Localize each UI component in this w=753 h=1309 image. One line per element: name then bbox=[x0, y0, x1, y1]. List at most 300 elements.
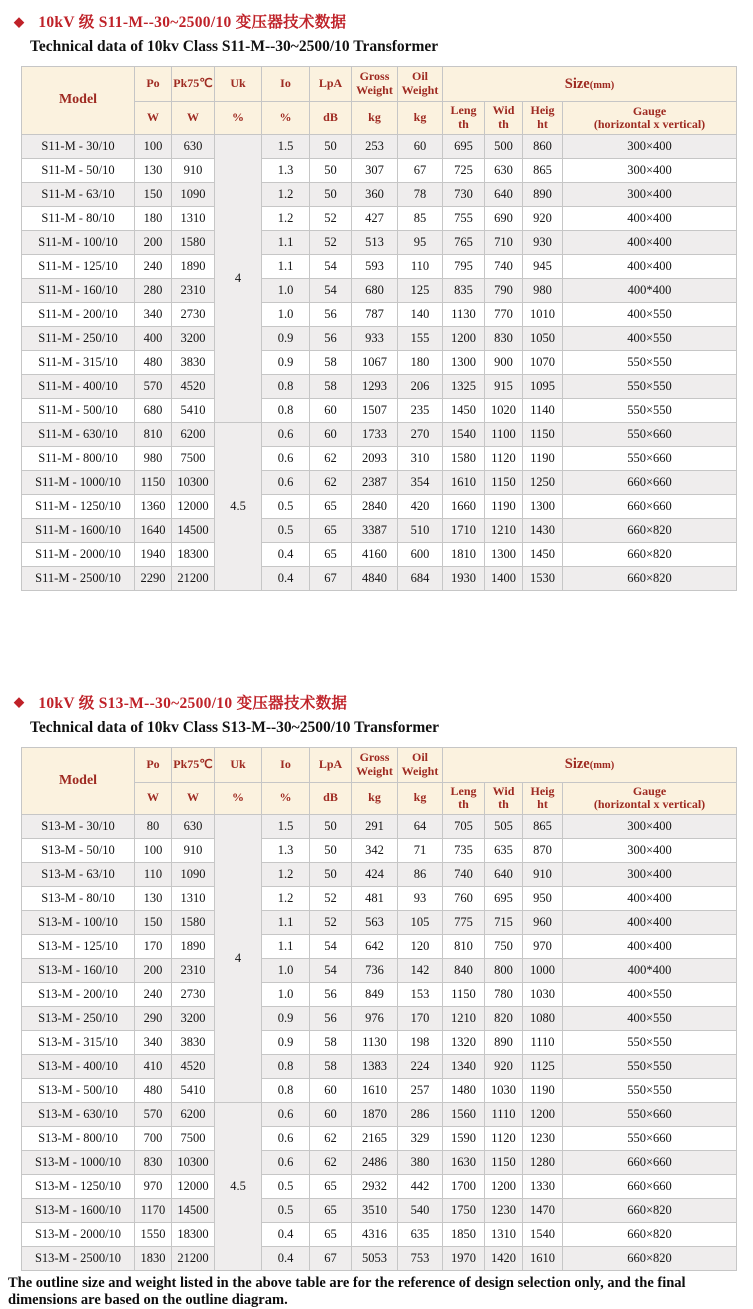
value-cell: 480 bbox=[135, 350, 172, 374]
value-cell: 300×400 bbox=[563, 158, 737, 182]
section2-subtitle-en: Technical data of 10kv Class S13-M--30~2500/10 Transformer bbox=[30, 718, 440, 736]
value-cell: 1190 bbox=[485, 494, 523, 518]
header-gross-weight: Gross Weight bbox=[352, 747, 398, 782]
value-cell: 1150 bbox=[135, 470, 172, 494]
value-cell: 340 bbox=[135, 302, 172, 326]
value-cell: 354 bbox=[398, 470, 443, 494]
model-cell: S13-M - 63/10 bbox=[22, 863, 135, 887]
value-cell: 1130 bbox=[352, 1031, 398, 1055]
value-cell: 635 bbox=[485, 839, 523, 863]
table-row bbox=[22, 815, 737, 839]
value-cell: 180 bbox=[398, 350, 443, 374]
header-unit-w2: W bbox=[172, 782, 215, 815]
model-cell: S11-M - 63/10 bbox=[22, 182, 135, 206]
value-cell: 1310 bbox=[485, 1223, 523, 1247]
value-cell: 400×550 bbox=[563, 302, 737, 326]
value-cell: 50 bbox=[310, 815, 352, 839]
value-cell: 60 bbox=[310, 398, 352, 422]
value-cell: 442 bbox=[398, 1175, 443, 1199]
model-cell: S11-M - 30/10 bbox=[22, 134, 135, 158]
model-cell: S13-M - 1600/10 bbox=[22, 1199, 135, 1223]
header-unit-w2: W bbox=[172, 102, 215, 135]
table-row bbox=[22, 158, 737, 182]
value-cell: 1750 bbox=[443, 1199, 485, 1223]
value-cell: 50 bbox=[310, 134, 352, 158]
value-cell: 235 bbox=[398, 398, 443, 422]
value-cell: 1110 bbox=[485, 1103, 523, 1127]
value-cell: 1230 bbox=[523, 1127, 563, 1151]
header-io: Io bbox=[262, 67, 310, 102]
value-cell: 1383 bbox=[352, 1055, 398, 1079]
table-row bbox=[22, 1127, 737, 1151]
table-row bbox=[22, 1175, 737, 1199]
value-cell: 550×550 bbox=[563, 1055, 737, 1079]
value-cell: 65 bbox=[310, 518, 352, 542]
value-cell: 1320 bbox=[443, 1031, 485, 1055]
value-cell: 307 bbox=[352, 158, 398, 182]
value-cell: 93 bbox=[398, 887, 443, 911]
header-unit-pct1: % bbox=[215, 782, 262, 815]
value-cell: 1700 bbox=[443, 1175, 485, 1199]
table-row bbox=[22, 398, 737, 422]
header-gauge: Gauge (horizontal x vertical) bbox=[563, 782, 737, 815]
value-cell: 820 bbox=[485, 1007, 523, 1031]
model-cell: S13-M - 80/10 bbox=[22, 887, 135, 911]
value-cell: 3387 bbox=[352, 518, 398, 542]
value-cell: 100 bbox=[135, 839, 172, 863]
header-model: Model bbox=[22, 67, 135, 135]
value-cell: 1710 bbox=[443, 518, 485, 542]
model-cell: S13-M - 125/10 bbox=[22, 935, 135, 959]
value-cell: 253 bbox=[352, 134, 398, 158]
value-cell: 1550 bbox=[135, 1223, 172, 1247]
value-cell: 0.6 bbox=[262, 1103, 310, 1127]
value-cell: 21200 bbox=[172, 566, 215, 590]
value-cell: 50 bbox=[310, 839, 352, 863]
value-cell: 563 bbox=[352, 911, 398, 935]
value-cell: 1070 bbox=[523, 350, 563, 374]
value-cell: 660×820 bbox=[563, 1223, 737, 1247]
value-cell: 7500 bbox=[172, 1127, 215, 1151]
value-cell: 0.6 bbox=[262, 422, 310, 446]
value-cell: 1130 bbox=[443, 302, 485, 326]
value-cell: 18300 bbox=[172, 1223, 215, 1247]
value-cell: 65 bbox=[310, 1175, 352, 1199]
table-row bbox=[22, 1223, 737, 1247]
table-row bbox=[22, 350, 737, 374]
value-cell: 787 bbox=[352, 302, 398, 326]
value-cell: 1010 bbox=[523, 302, 563, 326]
value-cell: 2093 bbox=[352, 446, 398, 470]
diamond-bullet-icon: ◆ bbox=[14, 694, 25, 710]
value-cell: 1325 bbox=[443, 374, 485, 398]
value-cell: 1210 bbox=[485, 518, 523, 542]
header-pk75: Pk75℃ bbox=[172, 747, 215, 782]
table-row bbox=[22, 1199, 737, 1223]
model-cell: S11-M - 80/10 bbox=[22, 206, 135, 230]
value-cell: 1450 bbox=[523, 542, 563, 566]
value-cell: 1120 bbox=[485, 1127, 523, 1151]
value-cell: 960 bbox=[523, 911, 563, 935]
value-cell: 640 bbox=[485, 182, 523, 206]
value-cell: 660×820 bbox=[563, 1247, 737, 1271]
value-cell: 550×660 bbox=[563, 1103, 737, 1127]
value-cell: 1.5 bbox=[262, 134, 310, 158]
section2-title-cn: 10kV 级 S13-M--30~2500/10 变压器技术数据 bbox=[38, 694, 348, 712]
value-cell: 65 bbox=[310, 494, 352, 518]
value-cell: 870 bbox=[523, 839, 563, 863]
value-cell: 71 bbox=[398, 839, 443, 863]
value-cell: 340 bbox=[135, 1031, 172, 1055]
model-cell: S13-M - 30/10 bbox=[22, 815, 135, 839]
value-cell: 0.6 bbox=[262, 446, 310, 470]
value-cell: 5410 bbox=[172, 398, 215, 422]
value-cell: 5410 bbox=[172, 1079, 215, 1103]
value-cell: 150 bbox=[135, 182, 172, 206]
value-cell: 0.5 bbox=[262, 494, 310, 518]
value-cell: 3830 bbox=[172, 350, 215, 374]
value-cell: 660×660 bbox=[563, 470, 737, 494]
table-row bbox=[22, 182, 737, 206]
header-width: Wid th bbox=[485, 782, 523, 815]
value-cell: 660×660 bbox=[563, 1175, 737, 1199]
value-cell: 2310 bbox=[172, 278, 215, 302]
value-cell: 0.5 bbox=[262, 1199, 310, 1223]
value-cell: 0.9 bbox=[262, 350, 310, 374]
value-cell: 910 bbox=[523, 863, 563, 887]
value-cell: 10300 bbox=[172, 1151, 215, 1175]
value-cell: 60 bbox=[310, 1079, 352, 1103]
value-cell: 900 bbox=[485, 350, 523, 374]
value-cell: 420 bbox=[398, 494, 443, 518]
model-cell: S13-M - 160/10 bbox=[22, 959, 135, 983]
value-cell: 67 bbox=[310, 566, 352, 590]
table-row bbox=[22, 494, 737, 518]
s11-table-header bbox=[22, 67, 737, 135]
value-cell: 58 bbox=[310, 350, 352, 374]
value-cell: 1150 bbox=[443, 983, 485, 1007]
value-cell: 1590 bbox=[443, 1127, 485, 1151]
value-cell: 4520 bbox=[172, 374, 215, 398]
value-cell: 750 bbox=[485, 935, 523, 959]
value-cell: 550×550 bbox=[563, 398, 737, 422]
value-cell: 224 bbox=[398, 1055, 443, 1079]
value-cell: 286 bbox=[398, 1103, 443, 1127]
value-cell: 12000 bbox=[172, 494, 215, 518]
value-cell: 67 bbox=[398, 158, 443, 182]
value-cell: 1140 bbox=[523, 398, 563, 422]
value-cell: 1190 bbox=[523, 1079, 563, 1103]
value-cell: 1733 bbox=[352, 422, 398, 446]
value-cell: 0.6 bbox=[262, 470, 310, 494]
value-cell: 2932 bbox=[352, 1175, 398, 1199]
value-cell: 630 bbox=[172, 815, 215, 839]
uk-merged-cell: 4 bbox=[215, 134, 262, 422]
value-cell: 980 bbox=[523, 278, 563, 302]
value-cell: 56 bbox=[310, 302, 352, 326]
model-cell: S11-M - 1600/10 bbox=[22, 518, 135, 542]
value-cell: 62 bbox=[310, 1127, 352, 1151]
value-cell: 1870 bbox=[352, 1103, 398, 1127]
value-cell: 257 bbox=[398, 1079, 443, 1103]
value-cell: 86 bbox=[398, 863, 443, 887]
value-cell: 80 bbox=[135, 815, 172, 839]
value-cell: 3200 bbox=[172, 1007, 215, 1031]
value-cell: 0.9 bbox=[262, 326, 310, 350]
value-cell: 1610 bbox=[443, 470, 485, 494]
header-gauge: Gauge (horizontal x vertical) bbox=[563, 102, 737, 135]
header-size-mm: Size(mm) bbox=[443, 747, 737, 782]
value-cell: 206 bbox=[398, 374, 443, 398]
section2-title bbox=[14, 691, 753, 713]
value-cell: 1610 bbox=[523, 1247, 563, 1271]
header-po: Po bbox=[135, 67, 172, 102]
value-cell: 240 bbox=[135, 983, 172, 1007]
value-cell: 170 bbox=[135, 935, 172, 959]
value-cell: 1030 bbox=[523, 983, 563, 1007]
value-cell: 400×550 bbox=[563, 983, 737, 1007]
value-cell: 1470 bbox=[523, 1199, 563, 1223]
value-cell: 67 bbox=[310, 1247, 352, 1271]
value-cell: 933 bbox=[352, 326, 398, 350]
value-cell: 765 bbox=[443, 230, 485, 254]
value-cell: 660×820 bbox=[563, 518, 737, 542]
value-cell: 642 bbox=[352, 935, 398, 959]
header-length: Leng th bbox=[443, 102, 485, 135]
value-cell: 125 bbox=[398, 278, 443, 302]
header-lpa: LpA bbox=[310, 747, 352, 782]
value-cell: 2840 bbox=[352, 494, 398, 518]
value-cell: 1850 bbox=[443, 1223, 485, 1247]
model-cell: S13-M - 2000/10 bbox=[22, 1223, 135, 1247]
value-cell: 970 bbox=[523, 935, 563, 959]
value-cell: 4316 bbox=[352, 1223, 398, 1247]
value-cell: 240 bbox=[135, 254, 172, 278]
value-cell: 58 bbox=[310, 374, 352, 398]
header-unit-kg1: kg bbox=[352, 102, 398, 135]
header-po: Po bbox=[135, 747, 172, 782]
value-cell: 835 bbox=[443, 278, 485, 302]
value-cell: 795 bbox=[443, 254, 485, 278]
model-cell: S11-M - 630/10 bbox=[22, 422, 135, 446]
header-pk75: Pk75℃ bbox=[172, 67, 215, 102]
value-cell: 550×550 bbox=[563, 350, 737, 374]
value-cell: 550×550 bbox=[563, 374, 737, 398]
value-cell: 5053 bbox=[352, 1247, 398, 1271]
value-cell: 56 bbox=[310, 1007, 352, 1031]
value-cell: 513 bbox=[352, 230, 398, 254]
table-row bbox=[22, 374, 737, 398]
s13-data-table bbox=[21, 747, 737, 1272]
value-cell: 550×660 bbox=[563, 422, 737, 446]
header-uk: Uk bbox=[215, 67, 262, 102]
value-cell: 775 bbox=[443, 911, 485, 935]
value-cell: 400×400 bbox=[563, 911, 737, 935]
value-cell: 270 bbox=[398, 422, 443, 446]
header-unit-kg2: kg bbox=[398, 102, 443, 135]
value-cell: 62 bbox=[310, 446, 352, 470]
header-oil-weight: Oil Weight bbox=[398, 67, 443, 102]
model-cell: S11-M - 125/10 bbox=[22, 254, 135, 278]
value-cell: 780 bbox=[485, 983, 523, 1007]
value-cell: 0.8 bbox=[262, 398, 310, 422]
value-cell: 14500 bbox=[172, 518, 215, 542]
model-cell: S11-M - 100/10 bbox=[22, 230, 135, 254]
model-cell: S11-M - 160/10 bbox=[22, 278, 135, 302]
value-cell: 770 bbox=[485, 302, 523, 326]
value-cell: 56 bbox=[310, 983, 352, 1007]
value-cell: 1.0 bbox=[262, 959, 310, 983]
value-cell: 65 bbox=[310, 542, 352, 566]
value-cell: 200 bbox=[135, 959, 172, 983]
value-cell: 1230 bbox=[485, 1199, 523, 1223]
value-cell: 810 bbox=[135, 422, 172, 446]
model-cell: S13-M - 200/10 bbox=[22, 983, 135, 1007]
model-cell: S11-M - 50/10 bbox=[22, 158, 135, 182]
value-cell: 1.3 bbox=[262, 839, 310, 863]
value-cell: 342 bbox=[352, 839, 398, 863]
value-cell: 0.4 bbox=[262, 566, 310, 590]
header-io: Io bbox=[262, 747, 310, 782]
value-cell: 60 bbox=[310, 422, 352, 446]
value-cell: 1430 bbox=[523, 518, 563, 542]
value-cell: 910 bbox=[172, 839, 215, 863]
value-cell: 1.1 bbox=[262, 911, 310, 935]
value-cell: 155 bbox=[398, 326, 443, 350]
value-cell: 1000 bbox=[523, 959, 563, 983]
value-cell: 860 bbox=[523, 134, 563, 158]
value-cell: 280 bbox=[135, 278, 172, 302]
value-cell: 1580 bbox=[172, 911, 215, 935]
model-cell: S11-M - 1250/10 bbox=[22, 494, 135, 518]
value-cell: 830 bbox=[485, 326, 523, 350]
table-row bbox=[22, 887, 737, 911]
value-cell: 300×400 bbox=[563, 839, 737, 863]
value-cell: 660×660 bbox=[563, 1151, 737, 1175]
value-cell: 180 bbox=[135, 206, 172, 230]
value-cell: 58 bbox=[310, 1031, 352, 1055]
section1-title-cn: 10kV 级 S11-M--30~2500/10 变压器技术数据 bbox=[38, 14, 347, 31]
value-cell: 1.0 bbox=[262, 278, 310, 302]
value-cell: 710 bbox=[485, 230, 523, 254]
value-cell: 170 bbox=[398, 1007, 443, 1031]
value-cell: 1580 bbox=[172, 230, 215, 254]
value-cell: 1.2 bbox=[262, 182, 310, 206]
value-cell: 54 bbox=[310, 959, 352, 983]
value-cell: 120 bbox=[398, 935, 443, 959]
value-cell: 50 bbox=[310, 863, 352, 887]
value-cell: 380 bbox=[398, 1151, 443, 1175]
value-cell: 1095 bbox=[523, 374, 563, 398]
table-row bbox=[22, 302, 737, 326]
value-cell: 1630 bbox=[443, 1151, 485, 1175]
table-row bbox=[22, 1031, 737, 1055]
value-cell: 100 bbox=[135, 134, 172, 158]
table-row bbox=[22, 278, 737, 302]
value-cell: 500 bbox=[485, 134, 523, 158]
value-cell: 400×400 bbox=[563, 887, 737, 911]
value-cell: 740 bbox=[443, 863, 485, 887]
header-model: Model bbox=[22, 747, 135, 815]
value-cell: 660×660 bbox=[563, 494, 737, 518]
value-cell: 1300 bbox=[485, 542, 523, 566]
table-row bbox=[22, 542, 737, 566]
value-cell: 705 bbox=[443, 815, 485, 839]
value-cell: 660×820 bbox=[563, 542, 737, 566]
table-row bbox=[22, 254, 737, 278]
value-cell: 1310 bbox=[172, 206, 215, 230]
header-unit-db: dB bbox=[310, 782, 352, 815]
value-cell: 2730 bbox=[172, 983, 215, 1007]
header-unit-pct2: % bbox=[262, 782, 310, 815]
value-cell: 1830 bbox=[135, 1247, 172, 1271]
value-cell: 1170 bbox=[135, 1199, 172, 1223]
model-cell: S13-M - 1250/10 bbox=[22, 1175, 135, 1199]
value-cell: 1420 bbox=[485, 1247, 523, 1271]
value-cell: 1330 bbox=[523, 1175, 563, 1199]
value-cell: 1.2 bbox=[262, 887, 310, 911]
value-cell: 300×400 bbox=[563, 863, 737, 887]
value-cell: 2165 bbox=[352, 1127, 398, 1151]
value-cell: 110 bbox=[398, 254, 443, 278]
model-cell: S13-M - 50/10 bbox=[22, 839, 135, 863]
value-cell: 18300 bbox=[172, 542, 215, 566]
value-cell: 480 bbox=[135, 1079, 172, 1103]
value-cell: 725 bbox=[443, 158, 485, 182]
table-row bbox=[22, 839, 737, 863]
header-height: Heig ht bbox=[523, 782, 563, 815]
value-cell: 1.1 bbox=[262, 935, 310, 959]
table-row bbox=[22, 446, 737, 470]
value-cell: 1640 bbox=[135, 518, 172, 542]
value-cell: 3830 bbox=[172, 1031, 215, 1055]
value-cell: 976 bbox=[352, 1007, 398, 1031]
value-cell: 700 bbox=[135, 1127, 172, 1151]
table-row bbox=[22, 1103, 737, 1127]
value-cell: 60 bbox=[398, 134, 443, 158]
value-cell: 1610 bbox=[352, 1079, 398, 1103]
uk-merged-cell: 4.5 bbox=[215, 422, 262, 590]
value-cell: 300×400 bbox=[563, 134, 737, 158]
value-cell: 291 bbox=[352, 815, 398, 839]
value-cell: 680 bbox=[352, 278, 398, 302]
value-cell: 85 bbox=[398, 206, 443, 230]
value-cell: 200 bbox=[135, 230, 172, 254]
value-cell: 58 bbox=[310, 1055, 352, 1079]
value-cell: 54 bbox=[310, 254, 352, 278]
value-cell: 0.8 bbox=[262, 1079, 310, 1103]
value-cell: 481 bbox=[352, 887, 398, 911]
table-row bbox=[22, 1247, 737, 1271]
model-cell: S13-M - 250/10 bbox=[22, 1007, 135, 1031]
table-row bbox=[22, 983, 737, 1007]
value-cell: 800 bbox=[485, 959, 523, 983]
value-cell: 2310 bbox=[172, 959, 215, 983]
value-cell: 550×550 bbox=[563, 1079, 737, 1103]
value-cell: 540 bbox=[398, 1199, 443, 1223]
uk-merged-cell: 4 bbox=[215, 815, 262, 1103]
header-oil-weight: Oil Weight bbox=[398, 747, 443, 782]
value-cell: 640 bbox=[485, 863, 523, 887]
value-cell: 1250 bbox=[523, 470, 563, 494]
value-cell: 1.1 bbox=[262, 230, 310, 254]
table-row bbox=[22, 518, 737, 542]
value-cell: 1400 bbox=[485, 566, 523, 590]
value-cell: 400*400 bbox=[563, 278, 737, 302]
value-cell: 1507 bbox=[352, 398, 398, 422]
value-cell: 830 bbox=[135, 1151, 172, 1175]
value-cell: 1080 bbox=[523, 1007, 563, 1031]
